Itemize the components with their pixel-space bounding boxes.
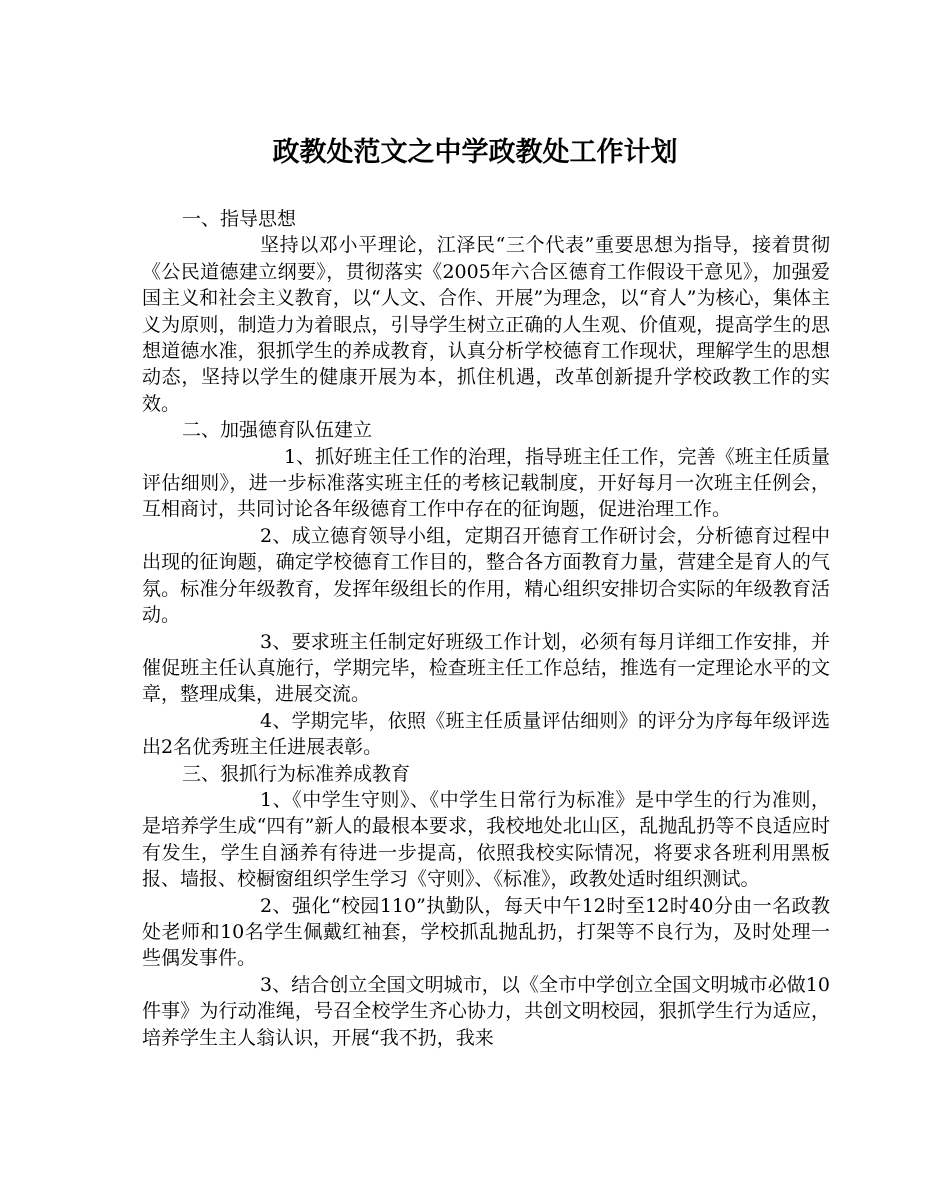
section-heading-behavior-education: 三、狠抓行为标准养成教育 bbox=[182, 762, 411, 785]
paragraph-moral-team-3: 3、要求班主任制定好班级工作计划，必须有每月详细工作安排，并催促班主任认真施行，学期完毕，检查班主任工作总结，推选有一定理论水平的文章，整理成集，进展交流。 bbox=[142, 630, 830, 706]
paragraph-behavior-2: 2、强化“校园110”执勤队，每天中午12时至12时40分由一名政教处老师和10名学生佩戴红袖套，学校抓乱抛乱扔，打架等不良行为，及时处理一些偶发事件。 bbox=[142, 894, 830, 970]
document-body bbox=[142, 206, 830, 1051]
paragraph-behavior-3: 3、结合创立全国文明城市，以《全市中学创立全国文明城市必做10件事》为行动准绳，号召全校学生齐心协力，共创文明校园，狠抓学生行为适应，培养学生主人翁认识，开展“我不扔，我来 bbox=[142, 973, 830, 1049]
section-heading-moral-team: 二、加强德育队伍建立 bbox=[182, 419, 373, 442]
section-heading-guiding-ideology: 一、指导思想 bbox=[182, 208, 297, 230]
paragraph-guiding-ideology: 坚持以邓小平理论，江泽民“三个代表”重要思想为指导，接着贯彻《公民道德建立纲要》，贯彻落实《2005年六合区德育工作假设干意见》，加强爱国主义和社会主义教育，以“人文、合作、开展”为理念，以“育人”为核心，集体主义为原则，制造力为着眼点，引导学生树立正确的人生观、价值观，提高学生的思想道德水准，狠抓学生的养成教育，认真分析学校德育工作现状，理解学生的思想动态，坚持以学生的健康开展为本，抓住机遇，改革创新提升学校政教工作的实效。 bbox=[142, 234, 830, 415]
page-title: 政教处范文之中学政教处工作计划 bbox=[272, 137, 678, 168]
paragraph-moral-team-2: 2、成立德育领导小组，定期召开德育工作研讨会，分析德育过程中出现的征询题，确定学校德育工作目的，整合各方面教育力量，营建全是育人的气氛。标准分年级教育，发挥年级组长的作用，精心组织安排切合实际的年级教育活动。 bbox=[142, 524, 830, 627]
paragraph-moral-team-4: 4、学期完毕，依照《班主任质量评估细则》的评分为序每年级评选出2名优秀班主任进展表彰。 bbox=[142, 709, 830, 759]
paragraph-moral-team-1: 1、抓好班主任工作的治理，指导班主任工作，完善《班主任质量评估细则》，进一步标准落实班主任的考核记载制度，开好每月一次班主任例会，互相商讨，共同讨论各年级德育工作中存在的征询题，促进治理工作。 bbox=[142, 445, 830, 521]
paragraph-behavior-1: 1、《中学生守则》、《中学生日常行为标准》是中学生的行为准则，是培养学生成“四有”新人的最根本要求，我校地处北山区，乱抛乱扔等不良适应时有发生，学生自涵养有待进一步提高，依照我校实际情况，将要求各班利用黑板报、墙报、校橱窗组织学生学习《守则》、《标准》，政教处适时组织测试。 bbox=[142, 788, 830, 891]
